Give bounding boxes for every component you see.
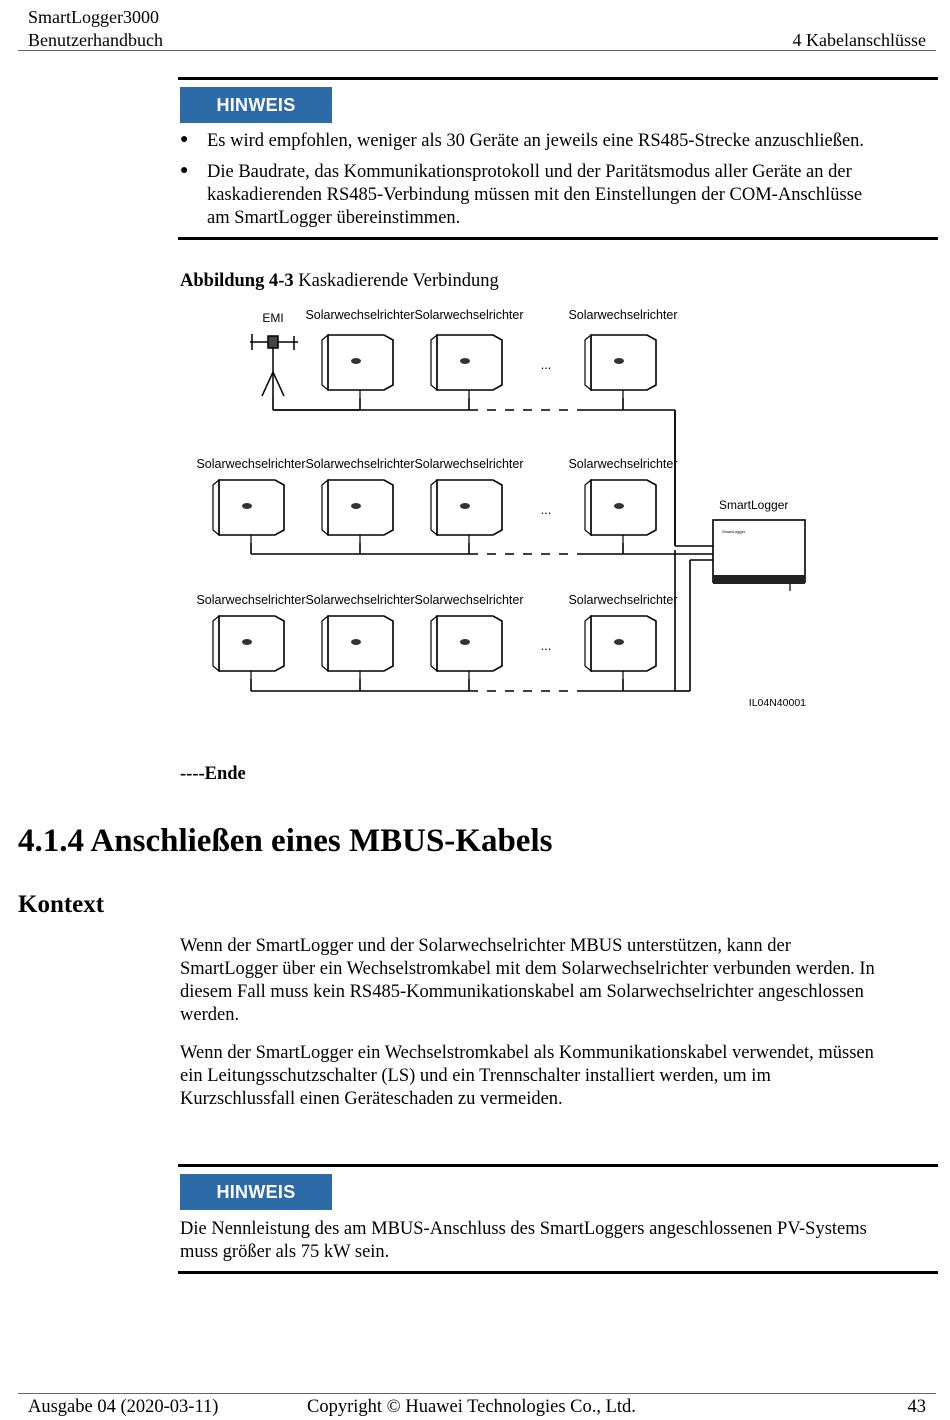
section-heading: 4.1.4 Anschließen eines MBUS-Kabels — [18, 823, 553, 859]
inverter-label: Solarwechselrichter — [414, 457, 524, 471]
footer-edition: Ausgabe 04 (2020-03-11) — [28, 1397, 219, 1417]
inverter-icon — [431, 616, 502, 679]
inverter-icon — [585, 616, 656, 679]
para1-line3: diesem Fall muss kein RS485-Kommunikationskabel am Solarwechselrichter angeschlossen — [180, 982, 864, 1002]
header-doc-type: Benutzerhandbuch — [28, 30, 163, 50]
notice2-badge: HINWEIS — [180, 1174, 332, 1210]
header-product: SmartLogger3000 — [28, 7, 159, 27]
footer-divider — [18, 1393, 936, 1394]
notice-badge: HINWEIS — [180, 87, 332, 123]
inverter-label: Solarwechselrichter — [568, 457, 678, 471]
inverter-label: Solarwechselrichter — [414, 593, 524, 607]
inverter-icon — [431, 480, 502, 543]
para1-line2: SmartLogger über ein Wechselstromkabel mit dem Solarwechselrichter verbunden werden. In — [180, 959, 875, 979]
ellipsis-dots: ... — [540, 503, 552, 517]
inverter-label: Solarwechselrichter — [196, 457, 306, 471]
inverter-label: Solarwechselrichter — [305, 308, 415, 322]
inverter-icon — [585, 480, 656, 543]
figure-id: IL04N40001 — [748, 697, 806, 709]
inverter-icon — [322, 480, 393, 543]
emi-label: EMI — [262, 311, 284, 325]
notice2-line2: muss größer als 75 kW sein. — [180, 1242, 390, 1262]
section-subheading: Kontext — [18, 891, 105, 918]
para2-line2: ein Leitungsschutzschalter (LS) und ein Trennschalter installiert werden, um im — [180, 1066, 771, 1086]
para2-line3: Kurzschlussfall einen Geräteschaden zu vermeiden. — [180, 1089, 563, 1109]
notice2-bottom-rule — [178, 1271, 938, 1274]
inverter-icon — [322, 616, 393, 679]
inverter-icon — [213, 480, 284, 543]
para1-line4: werden. — [180, 1005, 240, 1025]
notice-bullet-1: Es wird empfohlen, weniger als 30 Geräte an jeweils eine RS485-Strecke anzuschließen. — [207, 131, 865, 151]
footer-page-number: 43 — [907, 1397, 926, 1417]
emi-sensor-icon — [250, 334, 298, 396]
para2-line1: Wenn der SmartLogger ein Wechselstromkabel als Kommunikationskabel verwendet, müssen — [180, 1043, 874, 1063]
header-chapter: 4 Kabelanschlüsse — [792, 30, 926, 50]
inverter-label: Solarwechselrichter — [305, 457, 415, 471]
inverter-icon — [213, 616, 284, 679]
notice-bullet-2-line3: am SmartLogger übereinstimmen. — [207, 208, 461, 228]
ellipsis-dots: ... — [540, 639, 552, 653]
bullet-dot: ● — [180, 132, 189, 147]
inverter-icon — [585, 335, 656, 398]
inverter-label: Solarwechselrichter — [414, 308, 524, 322]
inverter-label: Solarwechselrichter — [568, 308, 678, 322]
notice2-line1: Die Nennleistung des am MBUS-Anschluss des SmartLoggers angeschlossenen PV-Systems — [180, 1219, 867, 1239]
smartlogger-label: SmartLogger — [719, 498, 789, 512]
inverter-label: Solarwechselrichter — [305, 593, 415, 607]
notice-bullet-2-line2: kaskadierenden RS485-Verbindung müssen mit den Einstellungen der COM-Anschlüsse — [207, 185, 863, 205]
notice2-top-rule — [178, 1164, 938, 1167]
bullet-dot: ● — [180, 163, 189, 178]
inverter-label: Solarwechselrichter — [196, 593, 306, 607]
notice-bullet-2-line1: Die Baudrate, das Kommunikationsprotokoll und der Paritätsmodus aller Geräte an der — [207, 162, 852, 182]
footer-copyright: Copyright © Huawei Technologies Co., Ltd. — [307, 1397, 636, 1417]
inverter-icon — [322, 335, 393, 398]
device-mini-label: SmartLogger — [722, 529, 746, 534]
end-marker: ----Ende — [180, 764, 246, 784]
ellipsis-dots: ... — [540, 358, 552, 372]
inverter-label: Solarwechselrichter — [568, 593, 678, 607]
figure-title: Kaskadierende Verbindung — [298, 271, 499, 291]
smartlogger-device — [713, 520, 805, 591]
figure-label: Abbildung 4-3 — [180, 271, 294, 291]
inverter-icon — [431, 335, 502, 398]
para1-line1: Wenn der SmartLogger und der Solarwechselrichter MBUS unterstützen, kann der — [180, 936, 791, 956]
